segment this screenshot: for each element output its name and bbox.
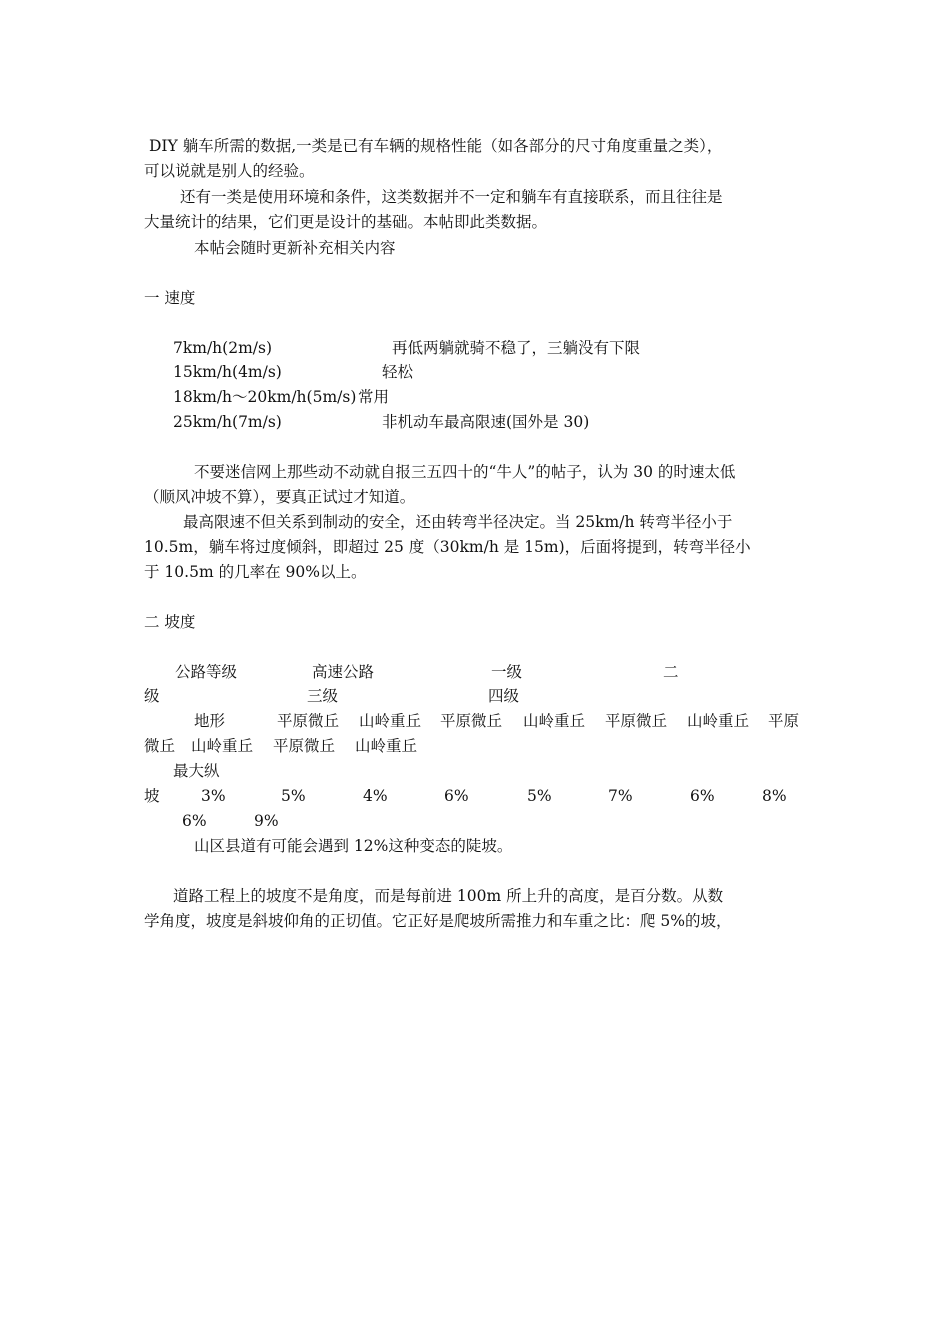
grade-value: 8% (762, 787, 787, 805)
speed-value: 15km/h(4m/s) (173, 363, 282, 381)
road-class: 级 (144, 687, 160, 705)
update-note: 本帖会随时更新补充相关内容 (194, 239, 396, 257)
terrain: 平原 (768, 712, 800, 730)
speed-paragraph-line: 不要迷信网上那些动不动就自报三五四十的“牛人”的帖子，认为 30 的时速太低 (194, 463, 736, 481)
intro-line: 大量统计的结果，它们更是设计的基础。本帖即此类数据。 (144, 213, 548, 231)
road-class: 四级 (488, 687, 520, 705)
road-class: 一级 (491, 663, 523, 681)
grade-value: 6% (182, 812, 207, 830)
grade-value: 4% (363, 787, 388, 805)
grade-value: 6% (444, 787, 469, 805)
intro-line: DIY 躺车所需的数据,一类是已有车辆的规格性能（如各部分的尺寸角度重量之类）， (149, 137, 723, 155)
max-grade-label: 最大纵 (173, 762, 220, 780)
terrain: 平原微丘 (273, 737, 336, 755)
intro-line: 还有一类是使用环境和条件，这类数据并不一定和躺车有直接联系，而且往往是 (180, 188, 723, 206)
grade-paragraph-line: 学角度，坡度是斜坡仰角的正切值。它正好是爬坡所需推力和车重之比：爬 5%的坡， (144, 912, 732, 930)
terrain: 山岭重丘 (359, 712, 422, 730)
speed-note: 轻松 (382, 363, 414, 381)
terrain: 山岭重丘 (191, 737, 254, 755)
terrain: 山岭重丘 (355, 737, 418, 755)
terrain: 山岭重丘 (687, 712, 750, 730)
terrain: 平原微丘 (440, 712, 503, 730)
speed-paragraph-line: 10.5m，躺车将过度倾斜，即超过 25 度（30km/h 是 15m)，后面将提到，转弯半径小 (144, 538, 751, 556)
section-heading-grade: 二 坡度 (144, 613, 196, 631)
speed-paragraph-line: 于 10.5m 的几率在 90%以上。 (144, 563, 367, 581)
speed-note: 再低两躺就骑不稳了，三躺没有下限 (392, 339, 641, 357)
speed-paragraph-line: 最高限速不但关系到制动的安全，还由转弯半径决定。当 25km/h 转弯半径小于 (183, 513, 733, 531)
speed-paragraph-line: （顺风冲坡不算），要真正试过才知道。 (144, 488, 416, 506)
terrain: 平原微丘 (605, 712, 668, 730)
grade-value: 5% (527, 787, 552, 805)
speed-value: 7km/h(2m/s) (173, 339, 272, 357)
grade-paragraph-line: 道路工程上的坡度不是角度，而是每前进 100m 所上升的高度，是百分数。从数 (173, 887, 724, 905)
speed-value: 18km/h～20km/h(5m/s) (173, 388, 357, 406)
grade-value: 3% (201, 787, 226, 805)
terrain: 平原微丘 (277, 712, 340, 730)
terrain: 微丘 (144, 737, 176, 755)
grade-value: 9% (254, 812, 279, 830)
intro-line: 可以说就是别人的经验。 (144, 162, 315, 180)
section-heading-speed: 一 速度 (144, 289, 196, 307)
max-grade-label: 坡 (144, 787, 160, 805)
road-class: 三级 (307, 687, 339, 705)
grade-value: 6% (690, 787, 715, 805)
terrain: 山岭重丘 (523, 712, 586, 730)
grade-value: 5% (281, 787, 306, 805)
road-class-label: 公路等级 (175, 663, 238, 681)
speed-note: 非机动车最高限速(国外是 30) (382, 413, 590, 431)
road-class: 高速公路 (312, 663, 375, 681)
grade-value: 7% (608, 787, 633, 805)
terrain-label: 地形 (194, 712, 226, 730)
road-class: 二 (663, 663, 679, 681)
speed-note: 常用 (358, 388, 390, 406)
grade-note: 山区县道有可能会遇到 12%这种变态的陡坡。 (194, 837, 513, 855)
speed-value: 25km/h(7m/s) (173, 413, 282, 431)
